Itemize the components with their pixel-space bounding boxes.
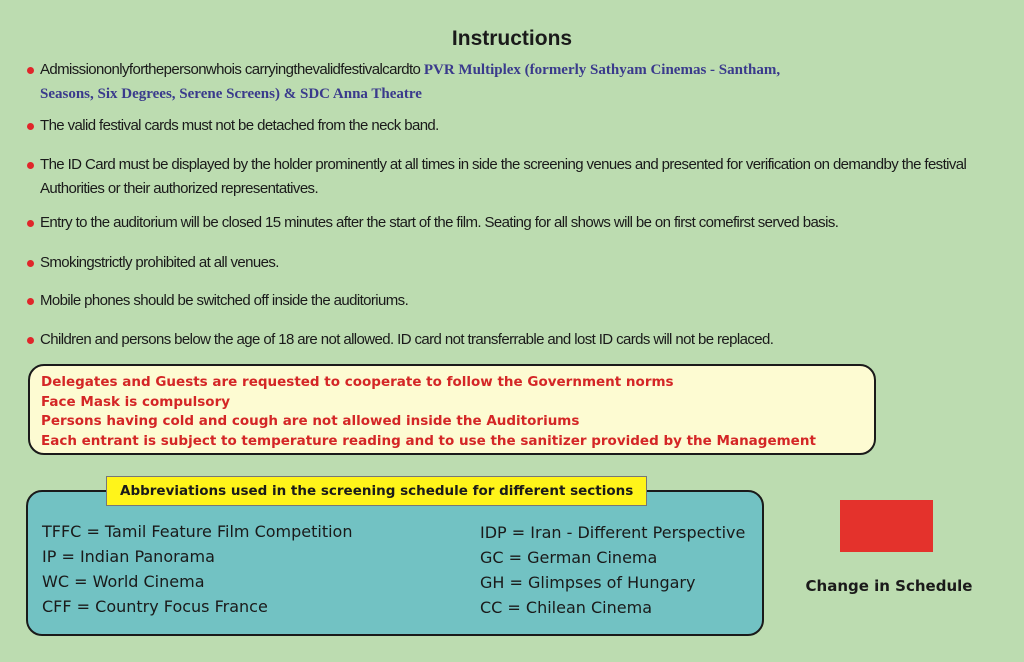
venue-text-continued: Seasons, Six Degrees, Serene Screens) & SDC Anna Theatre: [40, 86, 422, 102]
abbreviation-item: IDP = Iran - Different Perspective: [480, 523, 746, 542]
bullet-icon: [27, 337, 34, 344]
bullet-icon: [27, 260, 34, 267]
venue-text: PVR Multiplex (formerly Sathyam Cinemas - Santham,: [423, 62, 781, 78]
rule-neck-band: [40, 114, 1010, 138]
schedule-change-swatch: [840, 500, 933, 552]
abbreviation-item: CFF = Country Focus France: [42, 597, 268, 616]
rule-text: Smokingstrictly prohibited at all venues.: [40, 254, 279, 271]
rule-entry: [40, 211, 1010, 235]
abbreviations-left-column: [42, 519, 352, 619]
rule-text: The ID Card must be displayed by the holder prominently at all times in side the screening venues and presented for verification on demandby the festival Authorities or their authorized representatives.: [40, 156, 967, 197]
notice-line: Delegates and Guests are requested to cooperate to follow the Government norms: [41, 374, 674, 390]
abbreviation-item: IP = Indian Panorama: [42, 547, 215, 566]
rule-children: [40, 328, 1010, 352]
rule-text: The valid festival cards must not be detached from the neck band.: [40, 117, 439, 134]
abbreviations-title: Abbreviations used in the screening schedule for different sections: [106, 476, 647, 506]
rule-text: Mobile phones should be switched off inside the auditoriums.: [40, 292, 409, 309]
rule-id-card: [40, 153, 1010, 201]
rule-text: Entry to the auditorium will be closed 15 minutes after the start of the film. Seating for all shows will be on first comefirst served basis.: [40, 214, 839, 231]
rule-mobile: [40, 289, 1010, 313]
rule-text: Children and persons below the age of 18 are not allowed. ID card not transferrable and lost ID cards will not be replaced.: [40, 331, 774, 348]
page-title: Instructions: [451, 27, 573, 50]
abbreviations-right-column: [480, 520, 745, 620]
bullet-icon: [27, 298, 34, 305]
notice-line: Each entrant is subject to temperature reading and to use the sanitizer provided by the Management: [41, 432, 816, 449]
notice-line: Persons having cold and cough are not allowed inside the Auditoriums: [41, 413, 580, 429]
rule-admission: [40, 58, 1010, 106]
bullet-icon: [27, 220, 34, 227]
abbreviation-item: TFFC = Tamil Feature Film Competition: [42, 522, 353, 541]
rule-text: Admissiononlyforthepersonwhois carryingthevalidfestivalcardto: [40, 61, 424, 78]
bullet-icon: [27, 123, 34, 130]
notice-line: Face Mask is compulsory: [41, 393, 231, 410]
abbreviation-item: CC = Chilean Cinema: [480, 598, 652, 617]
schedule-change-label: Change in Schedule: [805, 577, 973, 595]
abbreviation-item: GH = Glimpses of Hungary: [480, 573, 696, 592]
abbreviation-item: WC = World Cinema: [42, 572, 205, 591]
bullet-icon: [27, 67, 34, 74]
abbreviation-item: GC = German Cinema: [480, 548, 658, 567]
covid-notice-box: [28, 364, 876, 455]
rule-smoking: [40, 251, 1010, 275]
bullet-icon: [27, 162, 34, 169]
